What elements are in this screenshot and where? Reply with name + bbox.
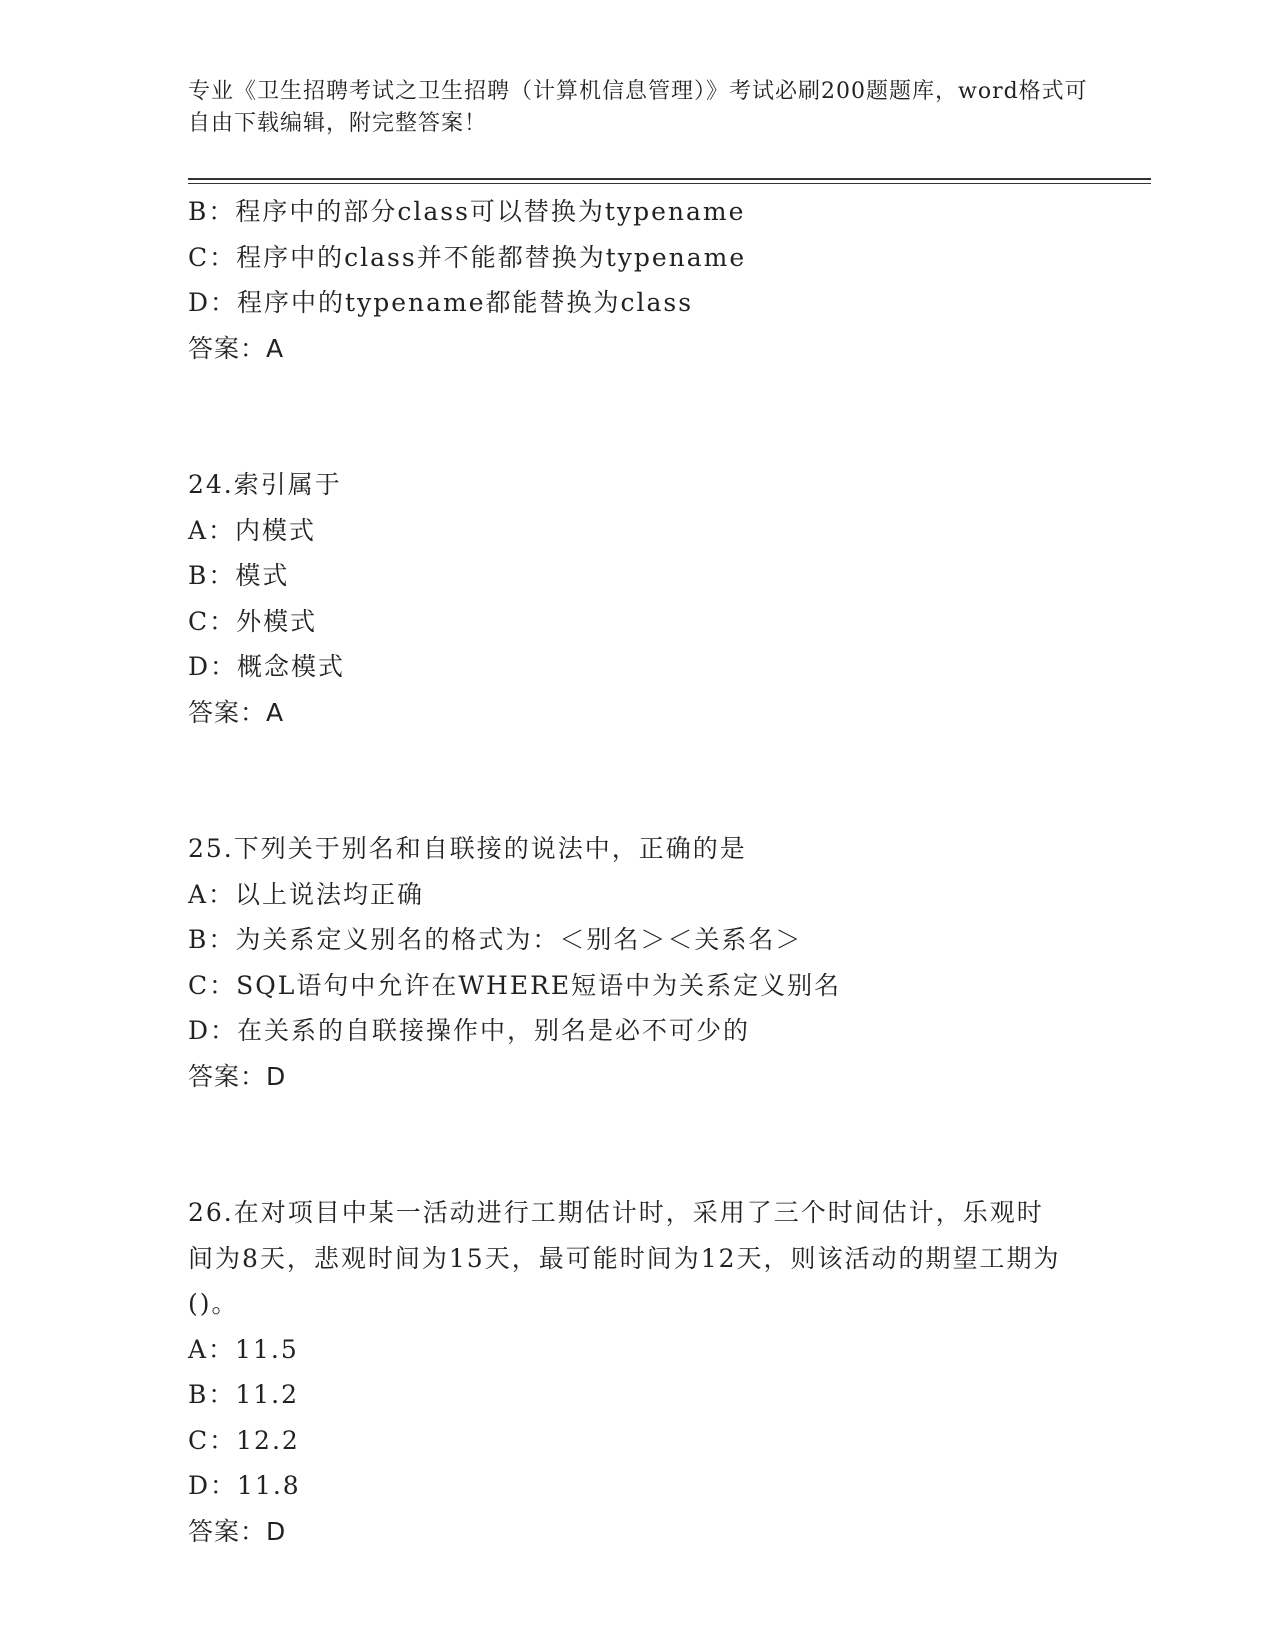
answer-line: 答案：D bbox=[188, 1516, 287, 1546]
question-stem: 26.在对项目中某一活动进行工期估计时，采用了三个时间估计，乐观时间为8天，悲观时间为15天，最可能时间为12天，则该活动的期望工期为()。 bbox=[188, 1198, 1061, 1318]
answer-line: 答案：D bbox=[188, 1061, 287, 1091]
option-c: C：SQL语句中允许在WHERE短语中为关系定义别名 bbox=[188, 970, 842, 1000]
option-d: D：11.8 bbox=[188, 1471, 301, 1500]
header-divider-thick bbox=[188, 178, 1151, 180]
spacer bbox=[188, 1099, 1088, 1190]
question-list bbox=[188, 189, 1088, 1554]
answer-line: 答案：A bbox=[188, 697, 285, 727]
spacer bbox=[188, 371, 1088, 462]
header-divider-thin bbox=[188, 183, 1151, 184]
question-stem: 24.索引属于 bbox=[188, 470, 342, 499]
option-a: A：11.5 bbox=[188, 1334, 299, 1364]
option-d: D：在关系的自联接操作中，别名是必不可少的 bbox=[188, 1016, 751, 1045]
question-stem: 25.下列关于别名和自联接的说法中，正确的是 bbox=[188, 834, 747, 863]
answer-line: 答案：A bbox=[188, 333, 285, 363]
option-a: A：内模式 bbox=[188, 515, 317, 545]
option-b: B：程序中的部分class可以替换为typename bbox=[188, 197, 746, 226]
option-a: A：以上说法均正确 bbox=[188, 879, 425, 909]
option-b: B：模式 bbox=[188, 561, 290, 590]
option-c: C：12.2 bbox=[188, 1425, 300, 1455]
option-d: D：概念模式 bbox=[188, 652, 346, 681]
option-b: B：为关系定义别名的格式为：＜别名＞＜关系名＞ bbox=[188, 925, 803, 954]
option-b: B：11.2 bbox=[188, 1380, 300, 1409]
option-d: D：程序中的typename都能替换为class bbox=[188, 288, 694, 317]
option-c: C：外模式 bbox=[188, 606, 318, 636]
document-header: 专业《卫生招聘考试之卫生招聘（计算机信息管理）》考试必刷200题题库，word格式可自由下载编辑，附完整答案！ bbox=[188, 79, 1088, 136]
spacer bbox=[188, 735, 1088, 826]
option-c: C：程序中的class并不能都替换为typename bbox=[188, 242, 747, 272]
